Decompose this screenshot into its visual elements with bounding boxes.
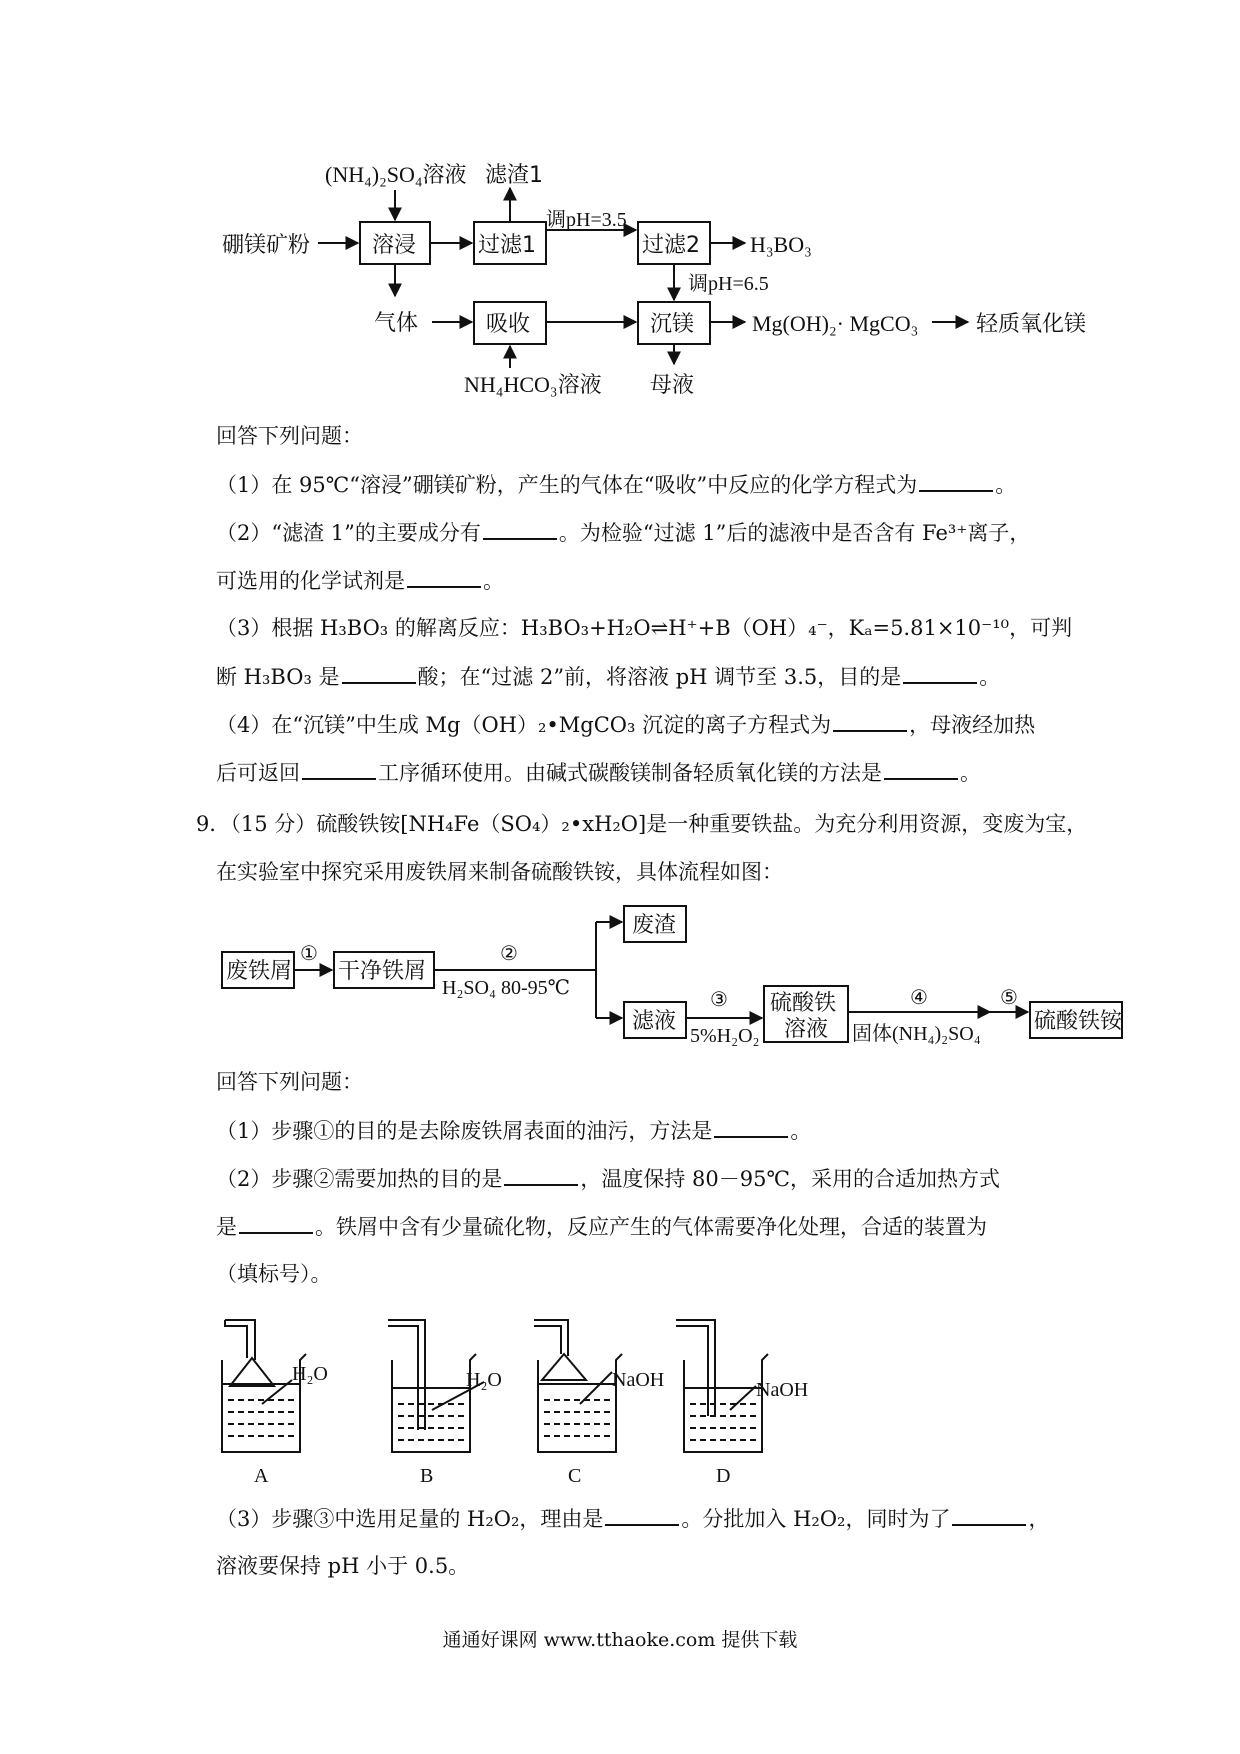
text: ，温度保持 80－95℃，采用的合适加热方式 bbox=[580, 1167, 1000, 1191]
text: （1）在 95℃“溶浸”硼镁矿粉，产生的气体在“吸收”中反应的化学方程式为 bbox=[216, 473, 918, 497]
answer-blank[interactable] bbox=[833, 710, 907, 732]
q9-intro: 回答下列问题： bbox=[216, 1070, 363, 1094]
text: （1）步骤①的目的是去除废铁屑表面的油污，方法是 bbox=[216, 1119, 713, 1143]
text: 可选用的化学试剂是 bbox=[216, 569, 405, 593]
flowchart-boron-magnesium bbox=[0, 0, 1240, 420]
ph2-label: 调pH=6.5 bbox=[688, 273, 769, 295]
text: 酸；在“过滤 2”前，将溶液 pH 调节至 3.5，目的是 bbox=[417, 665, 902, 689]
q9-part3b: 溶液要保持 pH 小于 0.5。 bbox=[216, 1554, 470, 1578]
q8-part3a: （3）根据 H₃BO₃ 的解离反应：H₃BO₃+H₂O⇌H⁺+B（OH）₄⁻，Kₐ=5.81×10⁻¹⁰，可判 bbox=[216, 616, 1073, 640]
answer-blank[interactable] bbox=[903, 662, 977, 684]
flow-input: 硼镁矿粉 bbox=[222, 233, 311, 258]
box-filter1-label: 过滤1 bbox=[478, 233, 536, 258]
apparatus-c-label: C bbox=[568, 1465, 582, 1487]
reagent-top: (NH₄)₂SO₄溶液 bbox=[325, 162, 467, 187]
answer-blank[interactable] bbox=[483, 518, 557, 540]
flow2-start: 废铁屑 bbox=[226, 959, 293, 984]
box-dissolve-label: 溶浸 bbox=[372, 233, 417, 258]
product-acid: H₃BO₃ bbox=[750, 232, 812, 257]
apparatus-a-liquid: H₂O bbox=[292, 1363, 328, 1385]
text: （2）“滤渣 1”的主要成分有 bbox=[216, 521, 481, 545]
answer-blank[interactable] bbox=[342, 662, 416, 684]
q8-part4a bbox=[216, 710, 1035, 739]
final-label: 轻质氧化镁 bbox=[976, 312, 1087, 337]
answer-blank[interactable] bbox=[884, 758, 958, 780]
answer-blank[interactable] bbox=[952, 1504, 1026, 1526]
step1-mark: ① bbox=[300, 941, 318, 965]
intermediate-label: Mg(OH)₂· MgCO₃ bbox=[752, 311, 919, 336]
apparatus-b-label: B bbox=[420, 1465, 434, 1487]
sulfate-line1: 硫酸铁 bbox=[770, 991, 837, 1016]
apparatus-d-label: D bbox=[716, 1465, 731, 1487]
mother-liquor: 母液 bbox=[650, 373, 695, 398]
gas-label: 气体 bbox=[374, 311, 419, 336]
apparatus-figure bbox=[0, 1300, 1240, 1490]
apparatus-a bbox=[222, 1320, 306, 1452]
text: 工序循环使用。由碱式碳酸镁制备轻质氧化镁的方法是 bbox=[378, 761, 882, 785]
answer-blank[interactable] bbox=[504, 1164, 578, 1186]
text: （4）在“沉镁”中生成 Mg（OH）₂•MgCO₃ 沉淀的离子方程式为 bbox=[216, 713, 832, 737]
q9-header: 9．（15 分）硫酸铁铵[NH₄Fe（SO₄）₂•xH₂O]是一种重要铁盐。为充分利用资源，变废为宝， bbox=[196, 812, 1088, 836]
text: （2）步骤②需要加热的目的是 bbox=[216, 1167, 503, 1191]
answer-blank[interactable] bbox=[919, 470, 993, 492]
answer-blank[interactable] bbox=[605, 1504, 679, 1526]
q9-part2b bbox=[216, 1212, 987, 1241]
apparatus-a-label: A bbox=[254, 1465, 269, 1487]
q8-part4b bbox=[216, 758, 981, 787]
waste-label: 废渣 bbox=[632, 913, 677, 938]
q9-part2a bbox=[216, 1164, 1000, 1193]
flow2-clean: 干净铁屑 bbox=[338, 959, 427, 984]
q8-part2b bbox=[216, 566, 504, 595]
cond2-label: H₂SO₄ 80-95℃ bbox=[442, 977, 570, 999]
text: 断 H₃BO₃ 是 bbox=[216, 665, 340, 689]
step5-mark: ⑤ bbox=[1000, 985, 1018, 1009]
ph1-label: 调pH=3.5 bbox=[546, 209, 627, 231]
text: 。 bbox=[483, 569, 504, 593]
q9-part2c: （填标号）。 bbox=[216, 1262, 332, 1286]
q9-part3a bbox=[216, 1504, 1049, 1533]
answer-blank[interactable] bbox=[714, 1116, 788, 1138]
apparatus-c bbox=[534, 1320, 622, 1452]
filtrate-label: 滤液 bbox=[632, 1009, 677, 1034]
apparatus-c-liquid: NaOH bbox=[612, 1369, 665, 1391]
page-footer: 通通好课网 www.tthaoke.com 提供下载 bbox=[442, 1629, 798, 1651]
apparatus-b-liquid: H₂O bbox=[466, 1369, 502, 1391]
q9-header2: 在实验室中探究采用废铁屑来制备硫酸铁铵，具体流程如图： bbox=[216, 860, 783, 884]
box-filter2-label: 过滤2 bbox=[642, 233, 700, 258]
apparatus-d bbox=[676, 1320, 768, 1452]
filter-residue: 滤渣1 bbox=[485, 163, 543, 188]
text: 是 bbox=[216, 1215, 237, 1239]
text: 。铁屑中含有少量硫化物，反应产生的气体需要净化处理，合适的装置为 bbox=[315, 1215, 987, 1239]
flow2-product: 硫酸铁铵 bbox=[1034, 1009, 1123, 1034]
text: 。分批加入 H₂O₂，同时为了 bbox=[681, 1507, 951, 1531]
box-absorb-label: 吸收 bbox=[486, 312, 531, 337]
q8-part1 bbox=[216, 470, 1016, 499]
cond3-label: 5%H₂O₂ bbox=[690, 1025, 760, 1047]
text: ， bbox=[1028, 1507, 1050, 1531]
reagent-bottom: NH₄HCO₃溶液 bbox=[464, 372, 602, 397]
answer-blank[interactable] bbox=[239, 1212, 313, 1234]
q9-part1 bbox=[216, 1116, 811, 1145]
answer-blank[interactable] bbox=[302, 758, 376, 780]
box-precip-label: 沉镁 bbox=[650, 312, 695, 337]
text: 后可返回 bbox=[216, 761, 300, 785]
q8-part2a bbox=[216, 518, 1030, 547]
text: ，母液经加热 bbox=[909, 713, 1036, 737]
apparatus-d-liquid: NaOH bbox=[756, 1379, 809, 1401]
answer-blank[interactable] bbox=[407, 566, 481, 588]
step2-mark: ② bbox=[500, 941, 518, 965]
text: 。 bbox=[790, 1119, 812, 1143]
text: 。 bbox=[995, 473, 1017, 497]
sulfate-line2: 溶液 bbox=[784, 1017, 829, 1042]
flowchart-iron-ammonium-sulfate bbox=[0, 900, 1240, 1060]
q8-intro: 回答下列问题： bbox=[216, 424, 363, 448]
text: 。为检验“过滤 1”后的滤液中是否含有 Fe³⁺离子， bbox=[558, 521, 1031, 545]
cond4-label: 固体(NH₄)₂SO₄ bbox=[852, 1023, 981, 1045]
text: 。 bbox=[960, 761, 981, 785]
q8-part3b bbox=[216, 662, 1000, 691]
text: 。 bbox=[979, 665, 1001, 689]
step3-mark: ③ bbox=[710, 987, 728, 1011]
text: （3）步骤③中选用足量的 H₂O₂，理由是 bbox=[216, 1507, 604, 1531]
step4-mark: ④ bbox=[910, 985, 928, 1009]
